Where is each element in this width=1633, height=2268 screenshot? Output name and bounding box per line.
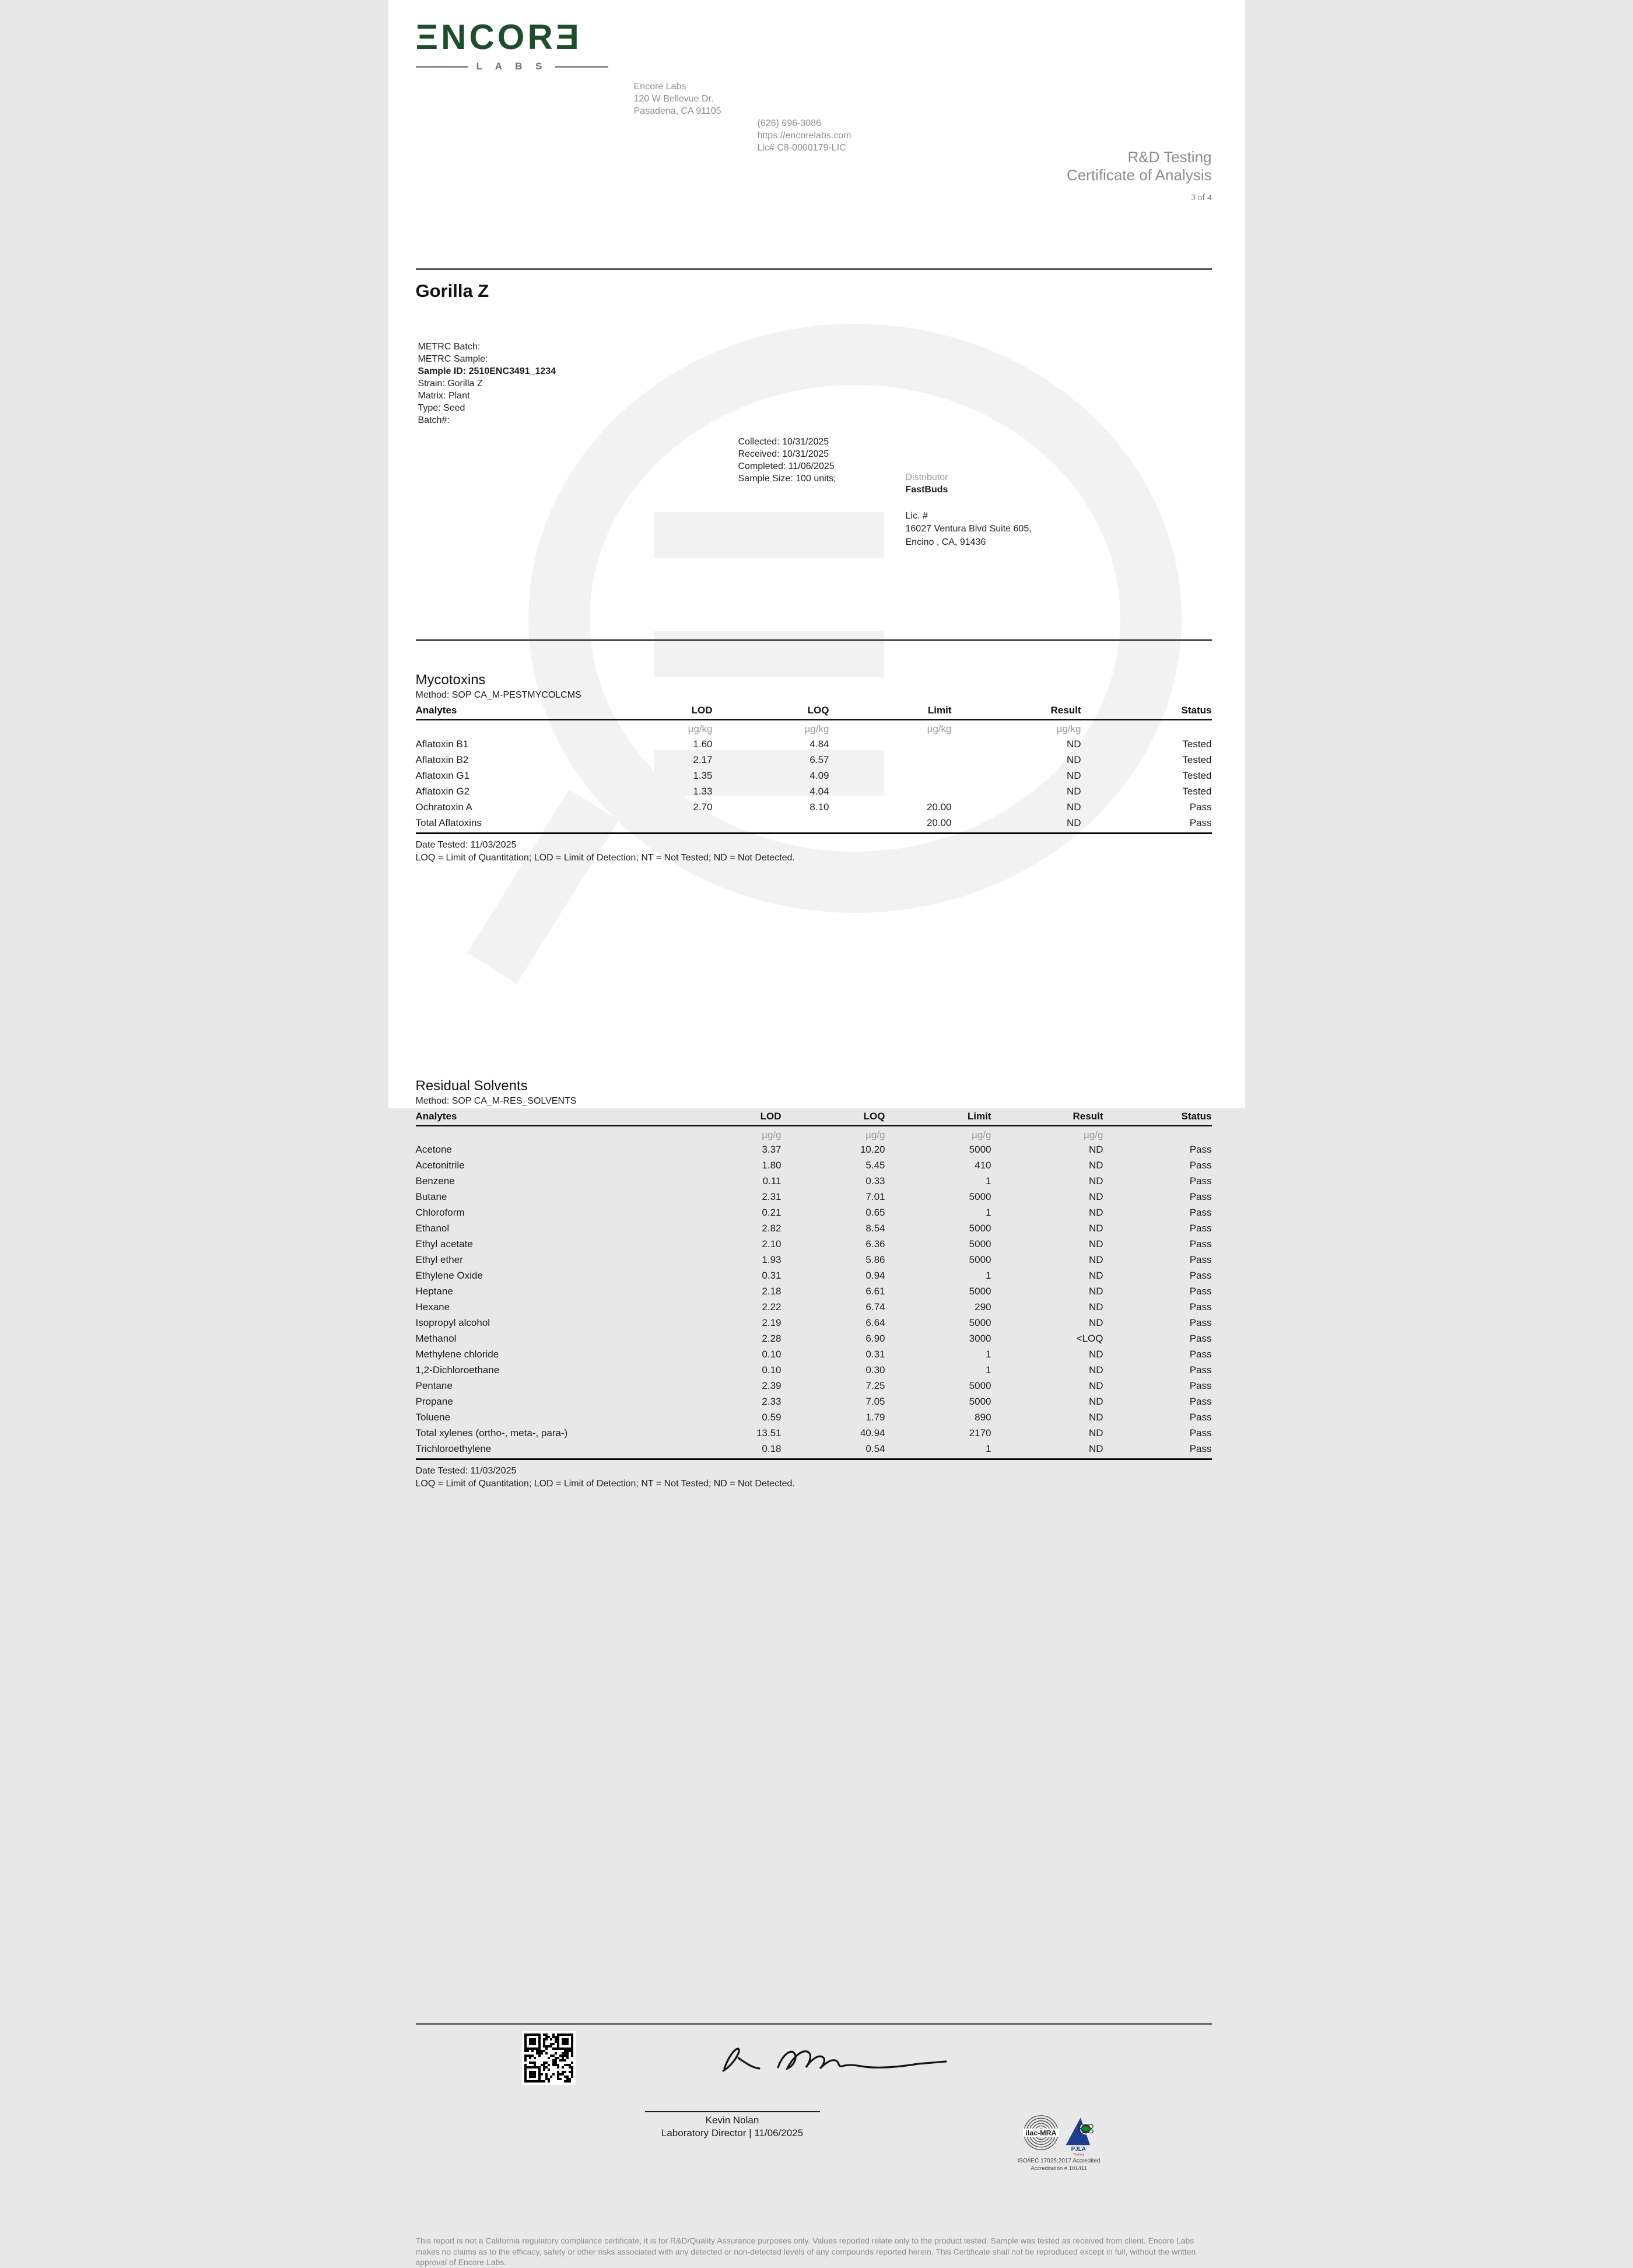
matrix: Matrix: Plant	[418, 390, 1275, 402]
residual-solvents-method: Method: SOP CA_M-RES_SOLVENTS	[416, 1096, 1273, 1107]
mycotoxins-method: Method: SOP CA_M-PESTMYCOLCMS	[416, 690, 1273, 701]
table-cell: 2.82	[706, 1221, 782, 1237]
table-row	[416, 1347, 1212, 1363]
table-cell: 7.25	[782, 1378, 885, 1394]
table-cell: Ethyl acetate	[416, 1237, 706, 1252]
report-heading	[355, 148, 1212, 207]
table-row	[416, 1205, 1212, 1221]
table-cell: 8.54	[782, 1221, 885, 1237]
table-cell: 1	[885, 1347, 991, 1363]
table-cell: 6.74	[782, 1300, 885, 1315]
table-cell: Ethylene Oxide	[416, 1268, 706, 1284]
table-cell: ND	[952, 799, 1081, 815]
header-divider	[416, 268, 1212, 270]
column-header: LOQ	[782, 1111, 885, 1126]
certificate-page	[388, 0, 1245, 1108]
logo-rule-right	[555, 66, 608, 68]
table-cell: 1,2-Dichloroethane	[416, 1363, 706, 1378]
report-type: R&D Testing	[355, 148, 1212, 166]
table-cell: Pass	[1103, 1237, 1212, 1252]
table-cell: Pass	[1103, 1363, 1212, 1378]
lab-name: Encore Labs	[634, 80, 1491, 93]
table-cell: 5000	[885, 1189, 991, 1205]
report-title: Certificate of Analysis	[355, 166, 1212, 184]
signature-block	[645, 2111, 820, 2139]
table-cell: 2170	[885, 1426, 991, 1441]
table-cell: 0.31	[706, 1268, 782, 1284]
table-cell: 1	[885, 1363, 991, 1378]
table-cell: 0.65	[782, 1205, 885, 1221]
table-cell: ND	[952, 768, 1081, 783]
table-cell: 0.21	[706, 1205, 782, 1221]
table-row	[416, 1331, 1212, 1347]
table-cell: <LOQ	[991, 1331, 1103, 1347]
table-cell: Propane	[416, 1394, 706, 1410]
unit-cell: µg/kg	[713, 720, 829, 736]
table-cell	[713, 815, 829, 833]
table-cell: 2.17	[632, 752, 713, 768]
disclaimer-text: This report is not a California regulatory compliance certificate, it is for R&D/Quality Assurance purposes only. Values reported relate only to the product tested. Sample was tested as received from client. Encore Labs makes no claims as to the efficacy, safety or other risks associated with any detected or non-detected levels of any compounds reported herein. This Certificate shall not be reproduced except in full, without the written approval of Encore Labs.	[416, 2235, 1216, 2268]
table-cell: 4.04	[713, 783, 829, 799]
lab-website[interactable]: https://encorelabs.com	[758, 130, 1614, 142]
table-cell: ND	[952, 752, 1081, 768]
table-cell: ND	[991, 1189, 1103, 1205]
table-cell: ND	[991, 1378, 1103, 1394]
table-cell: Pass	[1103, 1189, 1212, 1205]
units-row	[416, 1126, 1212, 1142]
table-cell: Acetonitrile	[416, 1158, 706, 1174]
table-cell: Pentane	[416, 1378, 706, 1394]
table-cell: 0.10	[706, 1347, 782, 1363]
table-cell: Pass	[1103, 1174, 1212, 1189]
column-header: Limit	[829, 705, 952, 720]
table-cell: 3000	[885, 1331, 991, 1347]
table-row	[416, 752, 1212, 768]
table-cell: ND	[991, 1174, 1103, 1189]
table-cell: Pass	[1081, 815, 1212, 833]
table-cell: Acetone	[416, 1142, 706, 1158]
column-header: Status	[1103, 1111, 1212, 1126]
table-cell: Ethanol	[416, 1221, 706, 1237]
table-cell: ND	[991, 1410, 1103, 1426]
mycotoxins-date-tested: Date Tested: 11/03/2025	[416, 840, 1273, 850]
table-row	[416, 768, 1212, 783]
table-cell: 2.19	[706, 1315, 782, 1331]
sample-divider	[416, 639, 1212, 641]
table-cell: Pass	[1103, 1331, 1212, 1347]
table-cell: ND	[991, 1426, 1103, 1441]
table-cell: ND	[991, 1221, 1103, 1237]
table-row	[416, 1158, 1212, 1174]
table-cell: 8.10	[713, 799, 829, 815]
table-cell: Butane	[416, 1189, 706, 1205]
table-row	[416, 736, 1212, 752]
table-cell: 5.86	[782, 1252, 885, 1268]
table-cell: 0.59	[706, 1410, 782, 1426]
table-cell: 0.11	[706, 1174, 782, 1189]
table-cell: Aflatoxin G1	[416, 768, 632, 783]
table-cell: 5000	[885, 1394, 991, 1410]
table-cell: ND	[991, 1158, 1103, 1174]
ilac-mra-logo-icon	[1023, 2115, 1059, 2151]
table-cell: ND	[952, 815, 1081, 833]
table-cell: Pass	[1103, 1252, 1212, 1268]
distributor-license-label: Lic. #	[906, 510, 1633, 522]
table-cell: Tested	[1081, 736, 1212, 752]
received-date: Received: 10/31/2025	[738, 448, 1595, 460]
residual-solvents-date-tested: Date Tested: 11/03/2025	[416, 1466, 1273, 1476]
table-row	[416, 1315, 1212, 1331]
table-cell: Pass	[1103, 1441, 1212, 1460]
table-header-row	[416, 705, 1212, 720]
table-cell: Toluene	[416, 1410, 706, 1426]
column-header: Result	[991, 1111, 1103, 1126]
lab-address-block	[634, 80, 1491, 117]
unit-cell	[416, 1126, 706, 1142]
table-cell: Pass	[1103, 1284, 1212, 1300]
table-cell	[829, 783, 952, 799]
table-cell	[632, 815, 713, 833]
table-cell: Pass	[1103, 1142, 1212, 1158]
mycotoxins-title: Mycotoxins	[416, 672, 1273, 688]
table-cell: 5.45	[782, 1158, 885, 1174]
unit-cell: µg/kg	[829, 720, 952, 736]
distributor-name: FastBuds	[906, 484, 1633, 496]
table-cell: Tested	[1081, 783, 1212, 799]
residual-solvents-table	[416, 1111, 1212, 1461]
column-header: Status	[1081, 705, 1212, 720]
unit-cell: µg/g	[885, 1126, 991, 1142]
lab-phone: (626) 696-3086	[758, 117, 1614, 130]
lab-logo	[416, 20, 1273, 72]
table-cell: ND	[991, 1268, 1103, 1284]
table-cell: Pass	[1103, 1410, 1212, 1426]
column-header: Result	[952, 705, 1081, 720]
signer-title: Laboratory Director | 11/06/2025	[645, 2127, 820, 2139]
table-cell: 6.57	[713, 752, 829, 768]
table-cell: ND	[991, 1284, 1103, 1300]
table-row	[416, 1268, 1212, 1284]
table-cell: ND	[991, 1252, 1103, 1268]
table-cell: Total xylenes (ortho-, meta-, para-)	[416, 1426, 706, 1441]
spacer	[906, 496, 1633, 510]
mycotoxins-section	[416, 672, 1273, 863]
table-cell: 5000	[885, 1315, 991, 1331]
table-cell: Pass	[1081, 799, 1212, 815]
unit-cell: µg/g	[782, 1126, 885, 1142]
table-cell: Aflatoxin G2	[416, 783, 632, 799]
accreditation-number: Accreditation # 101411	[995, 2165, 1123, 2172]
table-cell: 0.33	[782, 1174, 885, 1189]
unit-cell: µg/kg	[952, 720, 1081, 736]
table-cell: 1.35	[632, 768, 713, 783]
metrc-batch: METRC Batch:	[418, 341, 1275, 353]
table-cell: 1.80	[706, 1158, 782, 1174]
table-cell: 1	[885, 1174, 991, 1189]
table-row	[416, 1284, 1212, 1300]
distributor-street: 16027 Ventura Blvd Suite 605,	[906, 522, 1633, 536]
table-cell: 40.94	[782, 1426, 885, 1441]
table-cell	[829, 736, 952, 752]
table-cell: 10.20	[782, 1142, 885, 1158]
lab-logo-sub: L A B S	[468, 61, 556, 72]
table-cell: Tested	[1081, 768, 1212, 783]
logo-rule-left	[416, 66, 468, 68]
table-cell: 7.05	[782, 1394, 885, 1410]
table-cell: Pass	[1103, 1205, 1212, 1221]
table-row	[416, 1174, 1212, 1189]
table-cell: 6.36	[782, 1237, 885, 1252]
table-cell: ND	[991, 1347, 1103, 1363]
table-cell: ND	[991, 1394, 1103, 1410]
signature-scribble	[708, 2042, 965, 2076]
unit-cell	[416, 720, 632, 736]
table-cell: 2.28	[706, 1331, 782, 1347]
mycotoxins-legend: LOQ = Limit of Quantitation; LOD = Limit of Detection; NT = Not Tested; ND = Not Detected.	[416, 853, 1273, 863]
table-cell: 2.33	[706, 1394, 782, 1410]
lab-license: Lic# C8-0000179-LIC	[758, 142, 1614, 154]
table-cell	[829, 768, 952, 783]
table-cell: 0.94	[782, 1268, 885, 1284]
metrc-sample: METRC Sample:	[418, 353, 1275, 365]
table-cell	[829, 752, 952, 768]
table-cell: Pass	[1103, 1394, 1212, 1410]
table-cell: ND	[991, 1205, 1103, 1221]
table-cell: Total Aflatoxins	[416, 815, 632, 833]
table-row	[416, 1237, 1212, 1252]
sample-id: Sample ID: 2510ENC3491_1234	[418, 365, 1275, 377]
table-cell: Pass	[1103, 1300, 1212, 1315]
table-cell: Ochratoxin A	[416, 799, 632, 815]
lab-street: 120 W Bellevue Dr.	[634, 93, 1491, 105]
sample-size: Sample Size: 100 units;	[738, 473, 1595, 485]
table-cell: 1.79	[782, 1410, 885, 1426]
unit-cell: µg/g	[706, 1126, 782, 1142]
table-cell: 5000	[885, 1252, 991, 1268]
table-cell: Pass	[1103, 1268, 1212, 1284]
column-header: Analytes	[416, 705, 632, 720]
distributor-label: Distributor	[906, 471, 1633, 484]
pjla-logo-icon	[1064, 2115, 1095, 2157]
watermark-bar	[654, 631, 884, 677]
lab-logo-wordmark: ΞNCORƎ	[416, 20, 1273, 55]
table-cell: Pass	[1103, 1378, 1212, 1394]
strain: Strain: Gorilla Z	[418, 377, 1275, 390]
table-row	[416, 1394, 1212, 1410]
accreditation-block	[995, 2115, 1123, 2172]
page-indicator: 3 of 4	[355, 189, 1212, 207]
table-cell: Aflatoxin B2	[416, 752, 632, 768]
table-cell: ND	[952, 783, 1081, 799]
table-cell: 5000	[885, 1378, 991, 1394]
table-cell: Benzene	[416, 1174, 706, 1189]
table-cell: 1	[885, 1268, 991, 1284]
unit-cell	[1103, 1126, 1212, 1142]
table-cell: 0.31	[782, 1347, 885, 1363]
table-cell: 4.09	[713, 768, 829, 783]
table-cell: Hexane	[416, 1300, 706, 1315]
table-cell: 5000	[885, 1221, 991, 1237]
ilac-mra-label: ilac-MRA	[1025, 2129, 1056, 2137]
table-row	[416, 1426, 1212, 1441]
table-cell: 0.30	[782, 1363, 885, 1378]
table-cell: 2.70	[632, 799, 713, 815]
table-cell: Chloroform	[416, 1205, 706, 1221]
table-cell: 7.01	[782, 1189, 885, 1205]
table-cell: ND	[991, 1142, 1103, 1158]
table-cell: 1	[885, 1205, 991, 1221]
table-cell: Pass	[1103, 1158, 1212, 1174]
table-cell: 20.00	[829, 799, 952, 815]
residual-solvents-legend: LOQ = Limit of Quantitation; LOD = Limit of Detection; NT = Not Tested; ND = Not Detected.	[416, 1479, 1273, 1489]
table-row	[416, 815, 1212, 833]
column-header: LOQ	[713, 705, 829, 720]
table-cell: 6.64	[782, 1315, 885, 1331]
lab-city: Pasadena, CA 91105	[634, 105, 1491, 117]
table-row	[416, 1441, 1212, 1460]
table-header-row	[416, 1111, 1212, 1126]
table-cell: 0.54	[782, 1441, 885, 1460]
table-cell: 6.61	[782, 1284, 885, 1300]
column-header: Limit	[885, 1111, 991, 1126]
table-cell: 0.10	[706, 1363, 782, 1378]
table-cell: ND	[991, 1363, 1103, 1378]
table-cell: 1.93	[706, 1252, 782, 1268]
table-cell: Methanol	[416, 1331, 706, 1347]
table-cell: 20.00	[829, 815, 952, 833]
table-cell: Trichloroethylene	[416, 1441, 706, 1460]
signature-line	[645, 2111, 820, 2112]
table-cell: Heptane	[416, 1284, 706, 1300]
table-cell: 2.39	[706, 1378, 782, 1394]
collected-date: Collected: 10/31/2025	[738, 436, 1595, 448]
table-cell: ND	[991, 1300, 1103, 1315]
table-cell: ND	[991, 1315, 1103, 1331]
completed-date: Completed: 11/06/2025	[738, 460, 1595, 473]
table-cell: ND	[991, 1441, 1103, 1460]
table-cell: 2.10	[706, 1237, 782, 1252]
distributor-block	[906, 471, 1633, 548]
watermark-bar	[654, 512, 884, 558]
table-cell: Isopropyl alcohol	[416, 1315, 706, 1331]
table-row	[416, 783, 1212, 799]
table-cell: Pass	[1103, 1426, 1212, 1441]
table-cell: 5000	[885, 1142, 991, 1158]
sample-info-left	[418, 341, 1275, 426]
table-cell: Aflatoxin B1	[416, 736, 632, 752]
table-cell: 4.84	[713, 736, 829, 752]
pjla-sub-label: Testing	[1073, 2153, 1084, 2157]
distributor-city: Encino , CA, 91436	[906, 536, 1633, 548]
units-row	[416, 720, 1212, 736]
table-cell: Pass	[1103, 1315, 1212, 1331]
table-cell: 3.37	[706, 1142, 782, 1158]
table-cell: 2.22	[706, 1300, 782, 1315]
batch-number: Batch#:	[418, 414, 1275, 426]
table-cell: 0.18	[706, 1441, 782, 1460]
table-cell: 13.51	[706, 1426, 782, 1441]
table-cell: Pass	[1103, 1347, 1212, 1363]
table-cell: 1	[885, 1441, 991, 1460]
unit-cell: µg/g	[991, 1126, 1103, 1142]
table-row	[416, 1189, 1212, 1205]
pjla-label: PJLA	[1071, 2146, 1085, 2152]
column-header: LOD	[706, 1111, 782, 1126]
table-row	[416, 1410, 1212, 1426]
table-row	[416, 1221, 1212, 1237]
column-header: Analytes	[416, 1111, 706, 1126]
table-cell: 5000	[885, 1237, 991, 1252]
table-row	[416, 1142, 1212, 1158]
table-cell: 1.33	[632, 783, 713, 799]
product-name: Gorilla Z	[416, 281, 1273, 302]
mycotoxins-table	[416, 705, 1212, 834]
table-cell: 2.31	[706, 1189, 782, 1205]
table-row	[416, 1300, 1212, 1315]
residual-solvents-section	[416, 1078, 1273, 1490]
table-cell: 6.90	[782, 1331, 885, 1347]
table-cell: 410	[885, 1158, 991, 1174]
table-cell: 1.60	[632, 736, 713, 752]
accreditation-standard: ISO/IEC 17025:2017 Accredited	[995, 2158, 1123, 2164]
sample-type: Type: Seed	[418, 402, 1275, 414]
signer-name: Kevin Nolan	[645, 2115, 820, 2126]
column-header: LOD	[632, 705, 713, 720]
table-cell: ND	[952, 736, 1081, 752]
footer-divider	[416, 2023, 1212, 2025]
table-cell: Methylene chloride	[416, 1347, 706, 1363]
table-cell: 290	[885, 1300, 991, 1315]
table-row	[416, 1378, 1212, 1394]
unit-cell: µg/kg	[632, 720, 713, 736]
residual-solvents-title: Residual Solvents	[416, 1078, 1273, 1094]
table-cell: Pass	[1103, 1221, 1212, 1237]
unit-cell	[1081, 720, 1212, 736]
table-cell: Ethyl ether	[416, 1252, 706, 1268]
table-cell: 890	[885, 1410, 991, 1426]
table-cell: Tested	[1081, 752, 1212, 768]
table-cell: 2.18	[706, 1284, 782, 1300]
table-cell: ND	[991, 1237, 1103, 1252]
table-row	[416, 799, 1212, 815]
table-cell: 5000	[885, 1284, 991, 1300]
table-row	[416, 1363, 1212, 1378]
table-row	[416, 1252, 1212, 1268]
qr-code	[522, 2031, 576, 2085]
